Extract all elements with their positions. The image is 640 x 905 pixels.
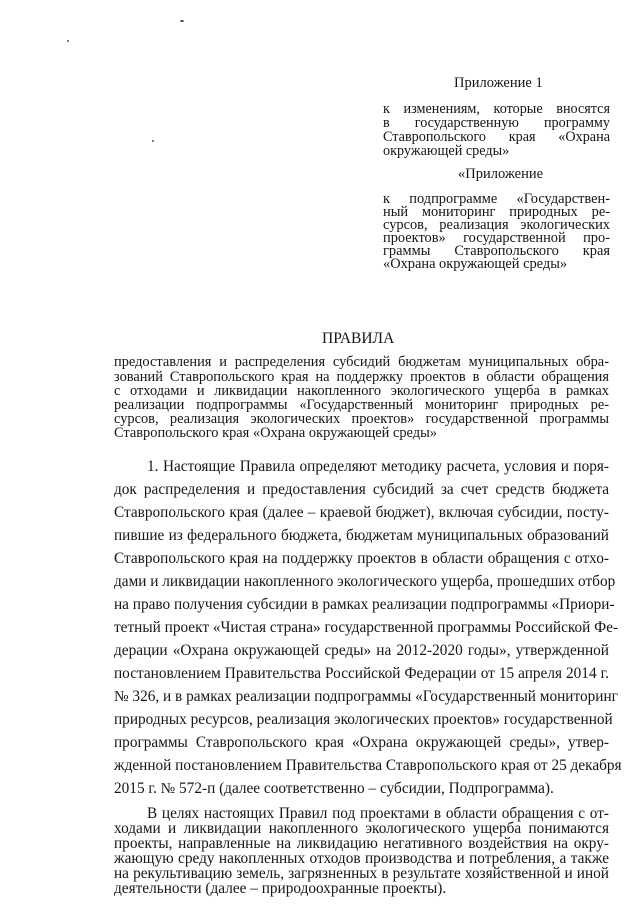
appendix-line: к изменениям, которые вносятся bbox=[383, 101, 610, 117]
sub-appendix-line: «Охрана окружающей среды» bbox=[383, 256, 568, 272]
paragraph-line: 1. Настоящие Правила определяют методику расчета, условия и поря- bbox=[147, 458, 609, 475]
subtitle-line: сурсов, реализация экологических проектов» государственной программы bbox=[114, 411, 609, 427]
paragraph-line: жающую среду накопленных отходов производства и потребления, а также bbox=[114, 850, 609, 867]
paragraph-line: пившие из федерального бюджета, бюджетам муниципальных образований bbox=[114, 527, 609, 544]
paragraph-line: природных ресурсов, реализация экологических проектов» государственной bbox=[114, 711, 613, 728]
paragraph-line: ходами и ликвидации накопленного экологического ущерба понимаются bbox=[114, 820, 609, 837]
paragraph-line: тетный проект «Чистая страна» государственной программы Российской Фе- bbox=[114, 619, 619, 636]
appendix-line: окружающей среды» bbox=[383, 143, 510, 159]
scan-speck bbox=[180, 20, 184, 22]
scan-speck bbox=[152, 140, 154, 142]
sub-appendix-line: ный мониторинг природных ре- bbox=[383, 204, 610, 220]
paragraph-line: на право получения субсидии в рамках реализации подпрограммы «Приори- bbox=[114, 596, 615, 613]
paragraph-line: В целях настоящих Правил под проектами в области обращения с от- bbox=[147, 805, 609, 822]
paragraph-line: док распределения и предоставления субсидий за счет средств бюджета bbox=[114, 481, 609, 498]
paragraph-line: жденной постановлением Правительства Ставропольского края от 25 декабря bbox=[114, 757, 622, 774]
document-heading: ПРАВИЛА bbox=[322, 330, 395, 347]
paragraph-line: на рекультивацию земель, загрязненных в результате хозяйственной и иной bbox=[114, 865, 609, 882]
sub-appendix-title: «Приложение bbox=[458, 166, 544, 182]
sub-appendix-line: сурсов, реализация экологических bbox=[383, 217, 610, 233]
paragraph-line: № 326, и в рамках реализации подпрограммы «Государственный мониторинг bbox=[114, 688, 618, 705]
subtitle-line: Ставропольского края «Охрана окружающей среды» bbox=[114, 425, 437, 441]
paragraph-line: программы Ставропольского края «Охрана окружающей среды», утвер- bbox=[114, 734, 609, 751]
subtitle-line: зований Ставропольского края на поддержку проектов в области обращения bbox=[114, 369, 609, 385]
paragraph-line: деятельности (далее – природоохранные проекты). bbox=[114, 880, 447, 897]
subtitle-line: предоставления и распределения субсидий бюджетам муниципальных обра- bbox=[114, 354, 609, 370]
paragraph-line: 2015 г. № 572-п (далее соответственно – субсидии, Подпрограмма). bbox=[114, 780, 554, 797]
sub-appendix-line: проектов» государственной про- bbox=[383, 230, 610, 246]
paragraph-line: Ставропольского края (далее – краевой бюджет), включая субсидии, посту- bbox=[114, 504, 609, 521]
paragraph-line: проекты, направленные на ликвидацию негативного воздействия на окру- bbox=[114, 835, 609, 852]
appendix-title: Приложение 1 bbox=[454, 75, 543, 91]
paragraph-line: дерации «Охрана окружающей среды» на 2012-2020 годы», утвержденной bbox=[114, 642, 609, 659]
appendix-line: в государственную программу bbox=[383, 115, 610, 131]
paragraph-line: дами и ликвидации накопленного экологического ущерба, прошедших отбор bbox=[114, 573, 616, 590]
appendix-line: Ставропольского края «Охрана bbox=[383, 129, 610, 145]
paragraph-line: постановлением Правительства Российской Федерации от 15 апреля 2014 г. bbox=[114, 665, 609, 682]
sub-appendix-line: к подпрограмме «Государствен- bbox=[383, 191, 610, 207]
sub-appendix-line: граммы Ставропольского края bbox=[383, 243, 610, 259]
subtitle-line: с отходами и ликвидации накопленного экологического ущерба в рамках bbox=[114, 383, 609, 399]
scan-speck bbox=[67, 40, 69, 42]
paragraph-line: Ставропольского края на поддержку проектов в области обращения с отхо- bbox=[114, 550, 609, 567]
subtitle-line: реализации подпрограммы «Государственный мониторинг природных ре- bbox=[114, 397, 609, 413]
